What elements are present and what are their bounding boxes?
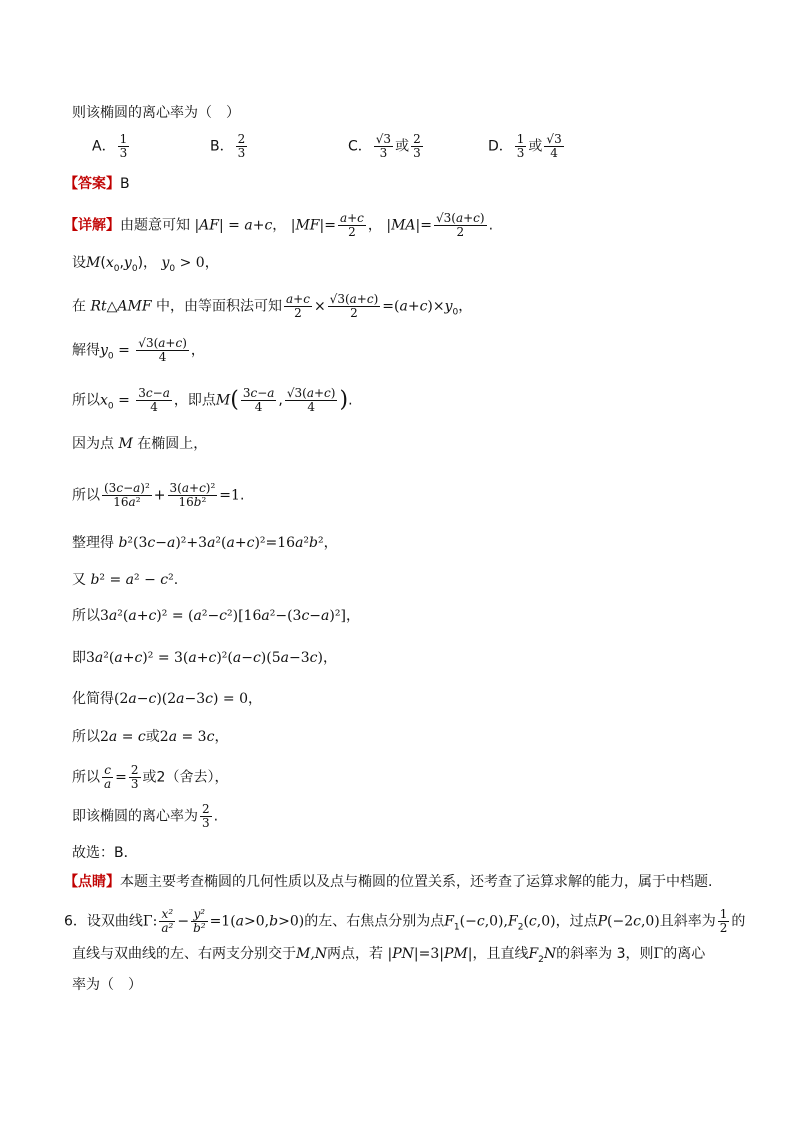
- line-that: 即3a²(a+c)² = 3(a+c)²(a−c)(5a−3c)，: [72, 650, 337, 666]
- question-6-line-2: 直线与双曲线的左、右两支分别交于M,N两点，若 |PN|=3|PM|，且直线$F_2N$的斜率为 3，则Γ的离心: [72, 946, 706, 965]
- option-d-letter: D．: [488, 138, 513, 155]
- option-c-fraction-2: $\frac{2}{3}$: [413, 132, 421, 160]
- line-substitute: 所以 $\frac{\text{(3c−a)²}}{\text{16a²}}$ + $\frac{\text{3(a+c)²}}{\text{16b²}}$ =1.: [72, 481, 245, 509]
- line-so3: 所以3a²(a+c)² = (a²−c²)[16a²−(3c−a)²]，: [72, 608, 360, 624]
- option-b-letter: B．: [210, 138, 234, 155]
- answer-value: B: [120, 176, 130, 192]
- question-6-line-1: 6．设双曲线Γ: $\frac{\text{x²}}{\text{a²}}$ − $\frac{\text{y²}}{\text{b²}}$ =1(a>0,b>0)的左、右焦点分别为点$F_1(-c,0),F_2(c,0)$，过点P(−2c,0)且斜率为 $\frac{1}{2}$ 的: [64, 907, 746, 935]
- detail-tag: 【详解】: [64, 217, 120, 234]
- option-d-fraction-1: $\frac{1}{3}$: [516, 132, 525, 160]
- line-tidy: 整理得 b²(3c−a)²+3a²(a+c)²=16a²b²，: [72, 535, 338, 551]
- option-b[interactable]: [210, 133, 249, 160]
- line-choose: 故选：B．: [72, 845, 138, 861]
- line-solve: 解得$y_0$ = $\frac{√3(a+c)}{4}$ ，: [72, 336, 205, 364]
- option-c-letter: C．: [348, 138, 372, 155]
- line-area: 在 Rt△AMF 中，由等面积法可知 $\frac{a+c}{2}$ × $\frac{√3(a+c)}{2}$ $=(a+c)\times y_0$，: [72, 292, 473, 320]
- comment-text: 本题主要考查椭圆的几何性质以及点与椭圆的位置关系，还考查了运算求解的能力，属于中档题.: [120, 874, 713, 890]
- option-b-fraction: $\frac{2}{3}$: [237, 132, 246, 160]
- line-ecc: 即该椭圆的离心率为 $\frac{2}{3}$ .: [72, 802, 219, 830]
- line-set-m: 设$M(x_0,y_0)$， $y_0 > 0$，: [72, 255, 219, 274]
- option-a-letter: A．: [92, 138, 116, 155]
- answer-tag: 【答案】: [64, 176, 120, 192]
- line-so4: 所以2a = c或2a = 3c，: [72, 729, 229, 745]
- option-c-or: 或: [395, 138, 410, 155]
- option-a[interactable]: [92, 133, 131, 160]
- line-because: 因为点 M 在椭圆上，: [72, 436, 208, 452]
- option-d-or: 或: [528, 138, 543, 155]
- option-a-fraction: $\frac{1}{3}$: [119, 132, 128, 160]
- option-d[interactable]: [488, 133, 566, 160]
- detail-line: 【详解】由题意可知 |AF| = a+c， |MF|= $\frac{a+c}{2}$ ， |MA|= $\frac{√3(a+c)}{2}$ .: [64, 211, 494, 239]
- comment-line: [64, 872, 712, 892]
- line-x0: 所以$x_0$ = $\frac{3c-a}{4}$ ，即点M( $\frac{3c-a}{4}$ , $\frac{√3(a+c)}{4}$ ).: [72, 386, 353, 414]
- question-tail: 则该椭圆的离心率为（ ）: [72, 105, 240, 121]
- question-6-line-3: 率为（ ）: [72, 977, 142, 993]
- option-c[interactable]: [348, 133, 425, 160]
- line-so5: 所以 $\frac{c}{a}$ = $\frac{2}{3}$ 或2（舍去），: [72, 763, 229, 791]
- line-also: 又 b² = a² − c².: [72, 572, 179, 588]
- option-c-fraction-1: $\frac{√3}{3}$: [375, 132, 392, 160]
- line-simplify: 化简得(2a−c)(2a−3c) = 0，: [72, 691, 262, 707]
- comment-tag: 【点睛】: [64, 874, 120, 890]
- detail-intro: 由题意可知: [120, 217, 190, 234]
- option-d-fraction-2: $\frac{√3}{4}$: [546, 132, 562, 160]
- answer-line: [64, 174, 130, 194]
